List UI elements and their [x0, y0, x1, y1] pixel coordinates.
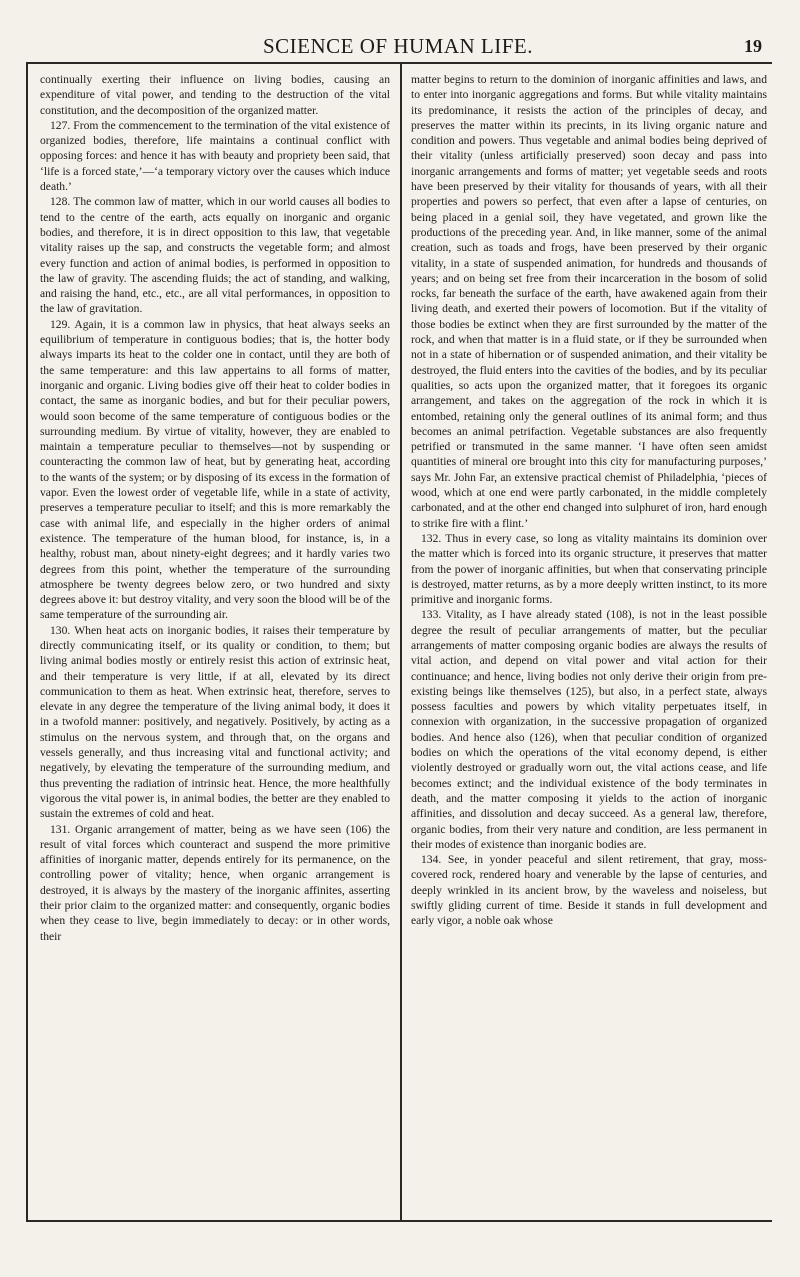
- paragraph: 129. Again, it is a common law in physics, that heat always seeks an equilibrium of temperature in contiguous bodies; that is, the hotter body always imparts its heat to the colder one in contact, until they are both of the same temperature: and this law appertains to all forms of matter, inorganic and organic. Living bodies give off their heat to colder bodies in contact, the same as inorganic bodies, and but for their peculiar powers, would soon become of the same temperature of contiguous bodies or the surrounding medium. By virtue of vitality, however, they are enabled to maintain a temperature peculiar to themselves—not by suspending or counteracting the common law of heat, but by generating heat, according to the wants of the system; or by disposing of its excess in the formation of vapor. Even the lowest order of vegetable life, while in a state of activity, preserves a temperature peculiar to itself; and this is more remarkably the case with animal life, and especially in the higher orders of animal existence. The temperature of the human blood, for instance, is, in a healthy, robust man, about ninety-eight degrees; and it hardly varies two degrees from this point, whether the temperature of the surrounding atmosphere be twenty degrees below zero, or two hundred and sixty degrees above it: but destroy vitality, and very soon the blood will be of the same temperature of the surrounding air.: [40, 317, 390, 622]
- paragraph: continually exerting their influence on living bodies, causing an expenditure of vital power, and tending to the destruction of the vital constitution, and the decomposition of the organized matter.: [40, 73, 390, 117]
- paragraph: 133. Vitality, as I have already stated (108), is not in the least possible degree the result of peculiar arrangements of matter, but the peculiar arrangements of matter composing organic bodies are always the results of vital action, and depend on vital power and vital action for their continuance; and hence, living bodies not only derive their origin from pre-existing beings like themselves (125), but also, in a perfect state, always possess faculties and powers by which vitality perpetuates itself, in connexion with organization, in the successive propagation of organized bodies. And hence also (126), when that peculiar condition of organized bodies on which the operations of the vital economy depend, is either violently destroyed or gradually worn out, the vital actions cease, and life becomes extinct; and the individual existence of the body terminates in death, and the matter composing it yields to the action of inorganic affinities, and dissolution and decay succeed. As a general law, therefore, organic bodies, from their very nature and condition, are less permanent in their modes of existence than inorganic bodies are.: [411, 608, 767, 851]
- running-title: SCIENCE OF HUMAN LIFE.: [262, 34, 533, 58]
- paragraph: 134. See, in yonder peaceful and silent retirement, that gray, moss-covered rock, rendered hoary and venerable by the lapse of centuries, and deeply wrinkled in its ancient brow, by the waveless and noiseless, but swiftly gliding current of time. Beside it stands in full development and early vigor, a noble oak whose: [411, 853, 767, 928]
- paragraph: 131. Organic arrangement of matter, being as we have seen (106) the result of vital forces which counteract and suspend the more primitive affinities of inorganic matter, depends entirely for its permanence, on the controlling power of vitality; hence, when organic arrangement is destroyed, it is always by the mastery of the inorganic affinites, asserting their prior claim to the organized matter: and consequently, organic bodies when they cease to live, begin immediately to decay: or in other words, their: [40, 822, 390, 943]
- left-column: [40, 72, 390, 1212]
- page-header: [26, 30, 770, 64]
- paragraph: 130. When heat acts on inorganic bodies, it raises their temperature by directly communicating itself, or its quality or condition, to them; but living animal bodies mostly or entirely resist this action of extrinsic heat, and their temperature is very little, if at all, elevated by its direct communication to them as heat. When extrinsic heat, therefore, serves to elevate in any degree the temperature of the living animal body, it does it in a twofold manner: positively, and negatively. Positively, by acting as a stimulus on the nervous system, and through that, on the organs and vessels generally, and thus increasing vital and functional activity; and negatively, by elevating the temperature of the surrounding medium, and thus preventing the radiation of intrinsic heat. Hence, the more healthfully vigorous the vital power is, in animal bodies, the better are they enabled to sustain the extremes of cold and heat.: [40, 623, 390, 821]
- column-divider: [400, 64, 402, 1220]
- right-column: [411, 72, 767, 1212]
- paragraph: matter begins to return to the dominion of inorganic affinities and laws, and to enter into inorganic aggregations and forms. But while vitality maintains its predominance, it resists the action of the principles of decay, and preserves the matter within its precints, in its living organic nature and condition and powers. Thus vegetable and animal bodies being deprived of their vitality (unless artificially preserved) soon decay and pass into inorganic arrangements and forms of matter; yet vegetable seeds and roots have been preserved by their vitality for thousands of years, with all their properties and powers so perfect, that even after a lapse of centuries, on being placed in a genial soil, they have vegetated, and grown like the productions of the preceding year. And, in like manner, some of the animal creation, such as toads and frogs, have been preserved by their organic vitality, in a state of suspended animation, for hundreds and thousands of years; and on being set free from their incarceration in the bosom of solid rocks, far beneath the surface of the earth, have awakened again from their living death, and exerted their powers of locomotion. But if the vitality of those bodies be extinct when they are first surrounded by the matter of the rock, and when that matter is in a fluid state, or if they be surrounded when not in a state of hibernation or of suspended animation, and their vitality be destroyed, the fluid enters into the cavities of the bodies, and by its peculiar qualities, so acts upon the organized matter, that it foregoes its organic arrangement, and takes on the aggregation of the rock in which it is entombed, retaining only the general outlines of its animal form; and thus becomes an animal petrifaction. Vegetable substances are also frequently petrified or transmuted in the same manner. ‘I have often seen amidst quantities of mineral ore brought into this city for manufacturing purposes,’ says Mr. John Far, an extensive practical chemist of Philadelphia, ‘pieces of wood, which at one end were partly carbonated, in the middle completely carbonated, and at the other end changed into sulphuret of iron, hard enough to strike fire with a flint.’: [411, 73, 767, 530]
- page-number: 19: [744, 36, 762, 56]
- header-rule: [26, 62, 772, 64]
- left-frame-rule: [26, 64, 28, 1220]
- paragraph: 127. From the commencement to the termination of the vital existence of organized bodies, therefore, life maintains a continual conflict with opposing forces: and hence it has with beauty and propriety been said, that ‘life is a forced state,’—‘a temporary victory over the causes which induce death.’: [40, 118, 390, 194]
- paragraph: 132. Thus in every case, so long as vitality maintains its dominion over the matter which is forced into its organic structure, it preserves that matter from the power of inorganic affinities, but when that conservating principle is destroyed, matter returns, as by a more deeply written instinct, to its more primitive and inorganic forms.: [411, 531, 767, 607]
- footer-rule: [26, 1220, 772, 1222]
- paragraph: 128. The common law of matter, which in our world causes all bodies to tend to the centre of the earth, acts equally on inorganic and organic bodies, and therefore, it is in direct opposition to this law, that vegetable vitality raises up the sap, and constructs the vegetable form; and almost every function and action of animal bodies, is performed in opposition to the law of gravity. The ascending fluids; the act of standing, and walking, and raising the hand, etc., etc., are all vital performances, in opposition to the law of gravitation.: [40, 195, 390, 316]
